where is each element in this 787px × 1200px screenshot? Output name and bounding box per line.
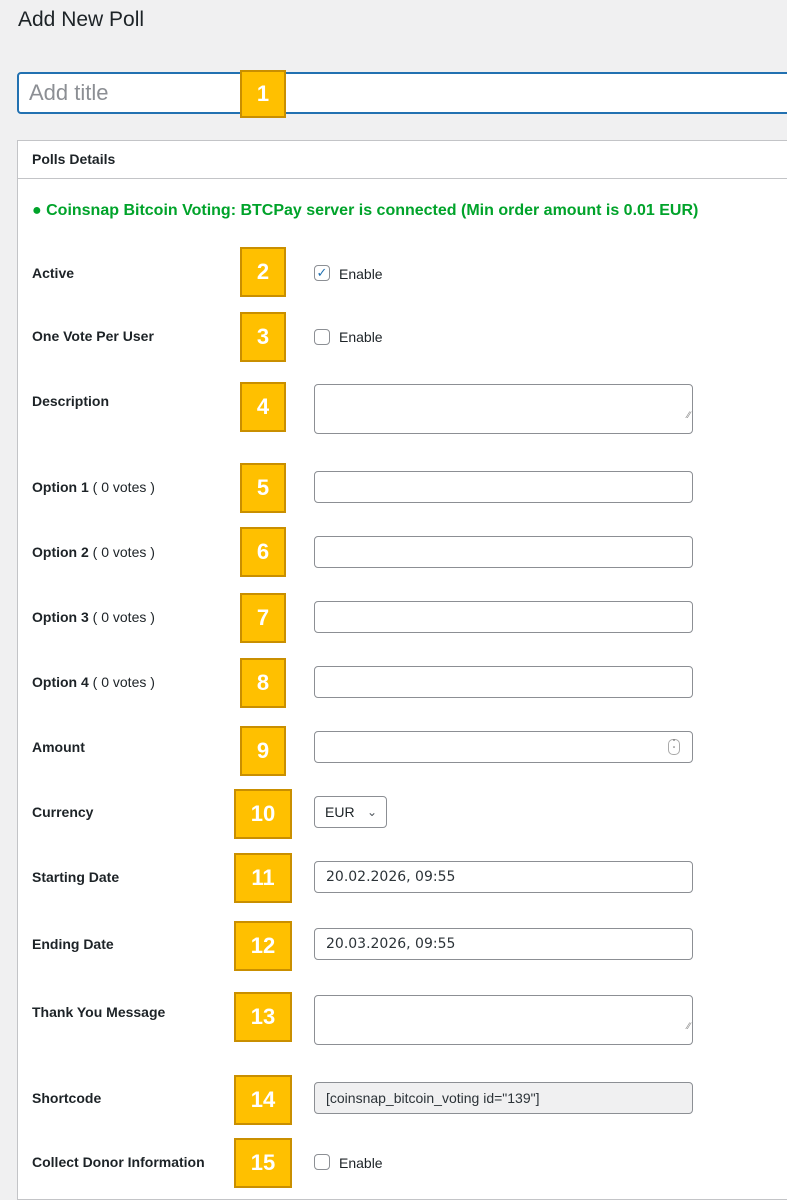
- currency-select[interactable]: [314, 796, 387, 828]
- annotation-badge: 6: [240, 527, 286, 577]
- vote-count: ( 0 votes ): [92, 609, 155, 625]
- option-label-text: Option 2: [32, 544, 89, 560]
- option-label-text: Option 4: [32, 674, 89, 690]
- active-checkbox[interactable]: [314, 265, 330, 281]
- annotation-badge: 12: [234, 921, 292, 971]
- chevron-down-icon: ⌄: [366, 805, 377, 819]
- currency-value: EUR: [325, 804, 355, 820]
- description-label: Description: [32, 393, 110, 409]
- description-textarea[interactable]: [314, 384, 693, 434]
- active-label: Active: [32, 265, 75, 281]
- annotation-badge: 9: [240, 726, 286, 776]
- vote-count: ( 0 votes ): [92, 479, 155, 495]
- check-icon: ✓: [316, 265, 328, 280]
- one-vote-checkbox[interactable]: [314, 329, 330, 345]
- annotation-badge: 3: [240, 312, 286, 362]
- option-1-input[interactable]: [314, 471, 693, 503]
- annotation-badge: 14: [234, 1075, 292, 1125]
- ending-date-label: Ending Date: [32, 936, 114, 952]
- currency-label: Currency: [32, 804, 94, 820]
- active-enable-label[interactable]: Enable: [339, 266, 383, 282]
- thank-you-label: Thank You Message: [32, 1004, 166, 1020]
- option-3-label: [32, 609, 155, 625]
- option-label-text: Option 1: [32, 479, 89, 495]
- thank-you-textarea[interactable]: [314, 995, 693, 1045]
- option-3-input[interactable]: [314, 601, 693, 633]
- resize-grip-icon[interactable]: ⁄⁄: [686, 411, 690, 421]
- starting-date-label: Starting Date: [32, 869, 120, 885]
- annotation-badge: 15: [234, 1138, 292, 1188]
- amount-input[interactable]: [314, 731, 693, 763]
- spin-up-icon[interactable]: ˄: [672, 739, 676, 747]
- spin-down-icon[interactable]: ˅: [672, 746, 676, 754]
- annotation-badge: 1: [240, 70, 286, 118]
- collect-donor-label: Collect Donor Information: [32, 1154, 205, 1170]
- option-4-input[interactable]: [314, 666, 693, 698]
- annotation-badge: 11: [234, 853, 292, 903]
- annotation-badge: 4: [240, 382, 286, 432]
- option-1-label: [32, 479, 155, 495]
- collect-donor-checkbox[interactable]: [314, 1154, 330, 1170]
- connection-status: ● Coinsnap Bitcoin Voting: BTCPay server is connected (Min order amount is 0.01 EUR): [32, 202, 699, 219]
- title-input[interactable]: Add title: [17, 72, 787, 114]
- option-2-input[interactable]: [314, 536, 693, 568]
- shortcode-input[interactable]: [coinsnap_bitcoin_voting id="139"]: [314, 1082, 693, 1114]
- ending-date-input[interactable]: 20.03.2026, 09:55: [314, 928, 693, 960]
- annotation-badge: 8: [240, 658, 286, 708]
- shortcode-label: Shortcode: [32, 1090, 102, 1106]
- vote-count: ( 0 votes ): [92, 544, 155, 560]
- annotation-badge: 13: [234, 992, 292, 1042]
- resize-grip-icon[interactable]: ⁄⁄: [686, 1022, 690, 1032]
- page-title: Add New Poll: [18, 8, 145, 31]
- one-vote-label: One Vote Per User: [32, 328, 154, 344]
- annotation-badge: 10: [234, 789, 292, 839]
- collect-donor-enable-label[interactable]: Enable: [339, 1155, 383, 1171]
- annotation-badge: 5: [240, 463, 286, 513]
- one-vote-enable-label[interactable]: Enable: [339, 329, 383, 345]
- starting-date-input[interactable]: 20.02.2026, 09:55: [314, 861, 693, 893]
- option-label-text: Option 3: [32, 609, 89, 625]
- vote-count: ( 0 votes ): [92, 674, 155, 690]
- amount-label: Amount: [32, 739, 85, 755]
- annotation-badge: 2: [240, 247, 286, 297]
- annotation-badge: 7: [240, 593, 286, 643]
- option-4-label: [32, 674, 155, 690]
- number-spinner-icon[interactable]: [668, 739, 680, 755]
- panel-heading: Polls Details: [17, 140, 787, 179]
- option-2-label: [32, 544, 155, 560]
